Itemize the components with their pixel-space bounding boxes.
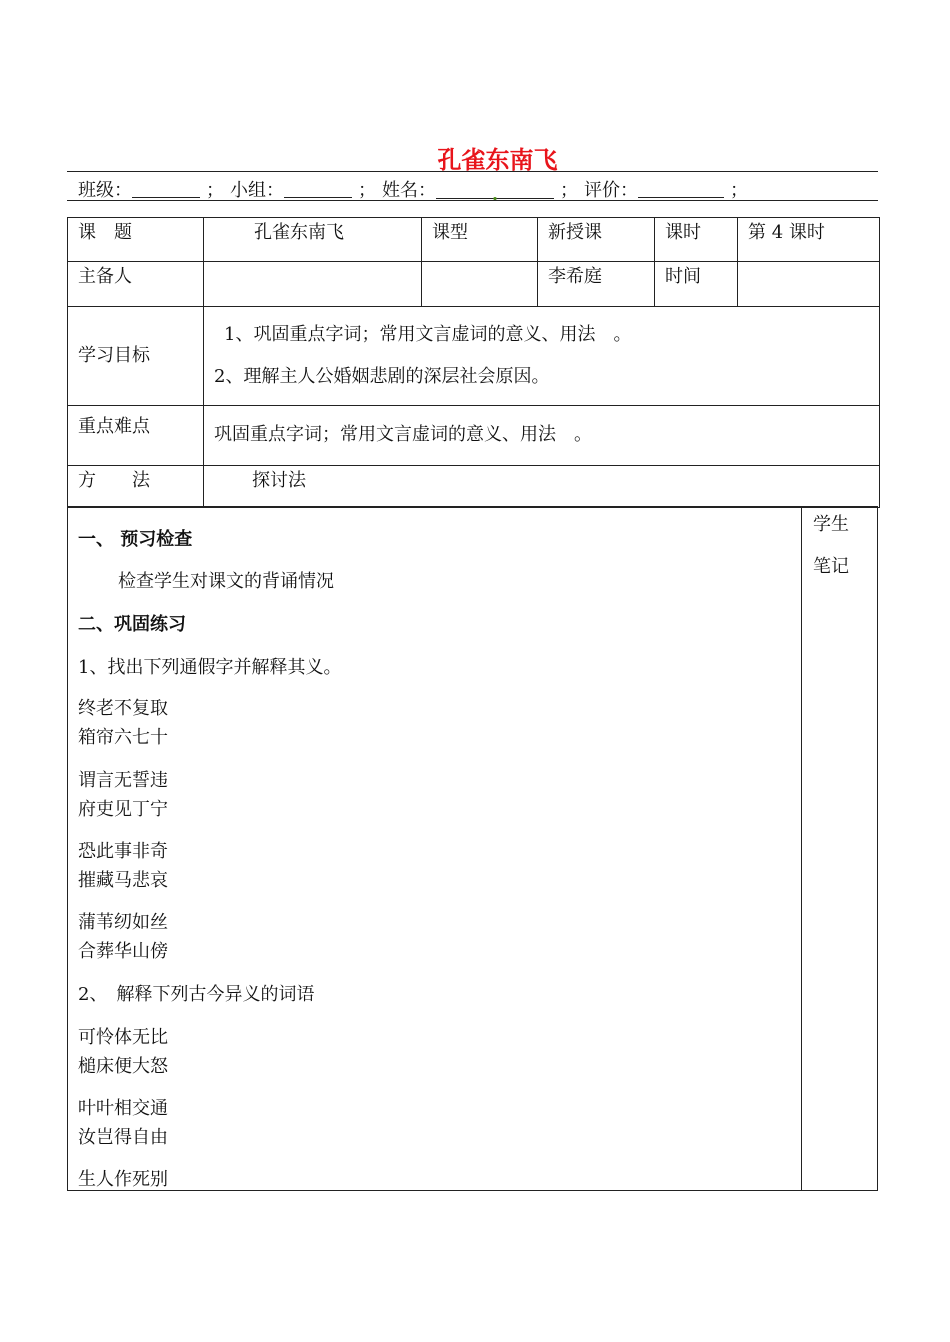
preparer-name: 李希庭 (538, 262, 655, 307)
method-text: 探讨法 (204, 466, 880, 508)
list-item: 叶叶相交通 (78, 1098, 168, 1119)
class-field[interactable] (132, 181, 200, 198)
mark-dot: . (491, 184, 499, 205)
name-field[interactable] (436, 182, 554, 205)
section-practice-heading: 二、巩固练习 (78, 614, 186, 635)
method-label: 方 法 (68, 466, 204, 508)
eval-field[interactable] (638, 181, 724, 198)
goal-1: 1、巩固重点字词；常用文言虚词的意义、用法 。 (224, 324, 632, 345)
notes-divider (801, 506, 802, 1191)
question-2: 2、 解释下列古今异义的词语 (78, 984, 315, 1005)
section-preview-text: 检查学生对课文的背诵情况 (118, 571, 334, 592)
list-item: 摧藏马悲哀 (78, 870, 168, 891)
group-field[interactable] (284, 181, 352, 198)
section-preview-heading: 一、 预习检查 (78, 529, 193, 550)
type-label: 课型 (422, 218, 538, 262)
period-label: 课时 (655, 218, 738, 262)
side-note-2: 笔记 (813, 556, 849, 577)
list-item: 生人作死别 (78, 1169, 168, 1190)
info-rule (67, 200, 878, 201)
list-item: 终老不复取 (78, 698, 168, 719)
student-info-line: 班级： ； 小组： ； 姓名： . ； 评价： ； (78, 180, 748, 205)
list-item: 汝岂得自由 (78, 1127, 168, 1148)
class-label: 班级： (78, 180, 132, 201)
goals-label: 学习目标 (68, 307, 204, 406)
empty-cell (422, 262, 538, 307)
list-item: 箱帘六七十 (78, 727, 168, 748)
list-item: 谓言无誓违 (78, 770, 168, 791)
list-item: 蒲苇纫如丝 (78, 912, 168, 933)
list-item: 合葬华山傍 (78, 941, 168, 962)
topic-value: 孔雀东南飞 (204, 218, 422, 262)
title-rule (67, 171, 878, 172)
time-label: 时间 (655, 262, 738, 307)
list-item: 可怜体无比 (78, 1027, 168, 1048)
list-item: 恐此事非奇 (78, 841, 168, 862)
table-row (68, 307, 880, 406)
lesson-meta-table (67, 217, 880, 508)
table-row (68, 466, 880, 508)
preparer-label: 主备人 (68, 262, 204, 307)
list-item: 槌床便大怒 (78, 1056, 168, 1077)
goal-2: 2、理解主人公婚姻悲剧的深层社会原因。 (214, 366, 550, 387)
side-note-1: 学生 (813, 514, 849, 535)
preparer-value (204, 262, 422, 307)
type-value: 新授课 (538, 218, 655, 262)
list-item: 府吏见丁宁 (78, 799, 168, 820)
table-row (68, 406, 880, 466)
exercise-box (67, 506, 878, 1191)
table-row (68, 218, 880, 262)
key-text: 巩固重点字词；常用文言虚词的意义、用法 。 (204, 406, 880, 466)
period-value: 第 4 课时 (738, 218, 880, 262)
table-row (68, 262, 880, 307)
group-label: 小组： (230, 180, 284, 201)
eval-label: 评价： (584, 180, 638, 201)
question-1: 1、找出下列通假字并解释其义。 (78, 657, 342, 678)
goals-cell (204, 307, 880, 406)
page-title: 孔雀东南飞 (437, 146, 558, 174)
key-label: 重点难点 (68, 406, 204, 466)
time-value (738, 262, 880, 307)
name-label: 姓名： (382, 180, 436, 201)
topic-label: 课 题 (68, 218, 204, 262)
